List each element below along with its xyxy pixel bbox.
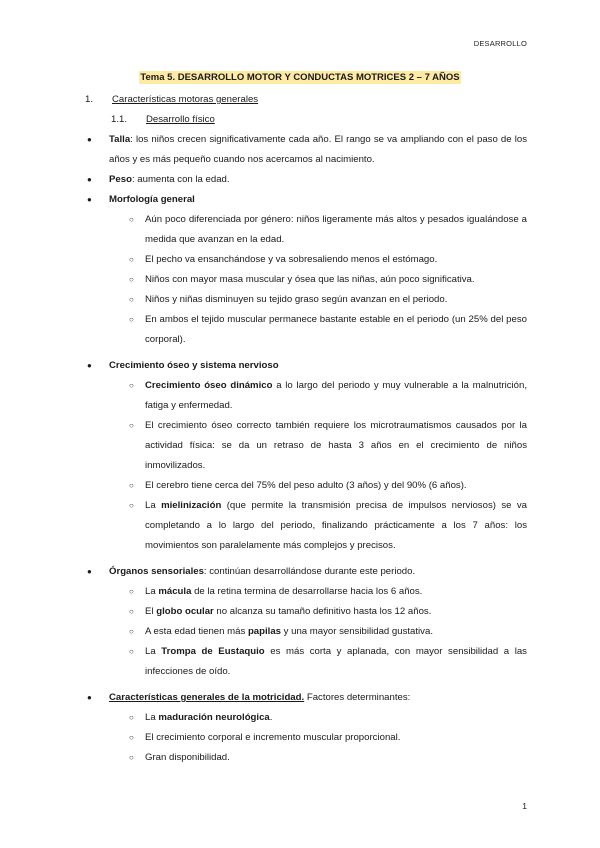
bullet-label: Crecimiento óseo y sistema nervioso	[109, 360, 279, 371]
sub-bullet-text: no alcanza su tamaño definitivo hasta los 12 años.	[213, 606, 432, 617]
bullet-text: : continúan desarrollándose durante este periodo.	[203, 566, 416, 577]
sub-bullet: ○ Niños y niñas disminuyen su tejido graso según avanzan en el periodo.	[85, 290, 527, 310]
sub-bullet-bold: Trompa de Eustaquio	[161, 646, 265, 657]
sub-bullet-bold: maduración neurológica	[158, 712, 270, 723]
sub-bullet: ○ El pecho va ensanchándose y va sobresaliendo menos el estómago.	[85, 250, 527, 270]
sub-bullet: ○ El crecimiento óseo correcto también requiere los microtraumatismos causados por la actividad física: se da un retraso de hasta 3 años en el crecimiento de niños inmovilizados.	[85, 416, 527, 476]
sub-bullet-text: es más corta y aplanada, con mayor sensibilidad a las infecciones de oído.	[145, 646, 527, 677]
sub-bullet-bold: Crecimiento óseo dinámico	[145, 380, 273, 391]
sub-bullet	[85, 376, 527, 416]
page-header: DESARROLLO	[473, 39, 527, 48]
bullet-label: Peso	[109, 174, 132, 185]
document-title	[0, 72, 600, 83]
sub-bullet-text: La	[145, 500, 162, 511]
document-body	[85, 90, 527, 768]
subsection-heading-1-1	[85, 110, 527, 130]
sub-bullet-text: El	[145, 606, 157, 617]
bullet-morfologia	[85, 190, 527, 210]
bullet-text: : los niños crecen significativamente cada año. El rango se va ampliando con el paso de los años y es más pequeño cuando nos acercamos al nacimiento.	[109, 134, 527, 165]
sub-bullet-text: La	[145, 586, 159, 597]
subsection-number: 1.1.	[111, 114, 128, 125]
sub-bullet-bold: globo ocular	[156, 606, 214, 617]
sub-bullet-text: y una mayor sensibilidad gustativa.	[281, 626, 433, 637]
sub-bullet-text: (que permite la transmisión precisa de impulsos nerviosos) se va completando a lo largo del periodo, finalizando prácticamente a los 7 años: los movimientos son paralelamente más complejos y precisos.	[145, 500, 527, 551]
bullet-label: Talla	[109, 134, 131, 145]
sub-bullet	[85, 602, 527, 622]
section-number: 1.	[85, 94, 94, 105]
sub-bullet-bold: papilas	[247, 626, 281, 637]
bullet-label: Características generales de la motricidad.	[109, 692, 305, 703]
bullet-motricidad	[85, 688, 527, 708]
sub-bullet-bold: mácula	[158, 586, 192, 597]
sub-bullet-text: A esta edad tienen más	[145, 626, 248, 637]
sub-bullet	[85, 496, 527, 556]
sub-bullet	[85, 642, 527, 682]
sub-bullet	[85, 622, 527, 642]
bullet-label: Órganos sensoriales	[109, 566, 204, 577]
bullet-organos	[85, 562, 527, 582]
sub-bullet-bold: mielinización	[161, 500, 222, 511]
sub-bullet: ○ Gran disponibilidad.	[85, 748, 527, 768]
sub-bullet-text: .	[269, 712, 273, 723]
sub-bullet: ○ Niños con mayor masa muscular y ósea que las niñas, aún poco significativa.	[85, 270, 527, 290]
sub-bullet: ○ Aún poco diferenciada por género: niños ligeramente más altos y pesados igualándose a medida que avanzan en la edad.	[85, 210, 527, 250]
sub-bullet-text: a lo largo del periodo y muy vulnerable a la malnutrición, fatiga y enfermedad.	[145, 380, 528, 411]
sub-bullet: ○ En ambos el tejido muscular permanece bastante estable en el periodo (un 25% del peso corporal).	[85, 310, 527, 350]
section-heading-1	[85, 90, 527, 110]
title-highlight: Tema 5. DESARROLLO MOTOR Y CONDUCTAS MOTRICES 2 – 7 AÑOS	[140, 72, 460, 83]
sub-bullet: ○ El cerebro tiene cerca del 75% del peso adulto (3 años) y del 90% (6 años).	[85, 476, 527, 496]
sub-bullet-text: La	[145, 646, 162, 657]
bullet-peso	[85, 170, 527, 190]
bullet-crecimiento	[85, 356, 527, 376]
bullet-talla	[85, 130, 527, 170]
bullet-label: Morfología general	[109, 194, 195, 205]
bullet-text: : aumenta con la edad.	[131, 174, 230, 185]
sub-bullet: ○ El crecimiento corporal e incremento muscular proporcional.	[85, 728, 527, 748]
section-title: Características motoras generales	[112, 94, 259, 105]
sub-bullet-text: de la retina termina de desarrollarse hacia los 6 años.	[191, 586, 423, 597]
bullet-text: Factores determinantes:	[304, 692, 411, 703]
page-number: 1	[522, 801, 527, 811]
sub-bullet	[85, 708, 527, 728]
sub-bullet	[85, 582, 527, 602]
subsection-title: Desarrollo físico	[146, 114, 215, 125]
sub-bullet-text: La	[145, 712, 159, 723]
